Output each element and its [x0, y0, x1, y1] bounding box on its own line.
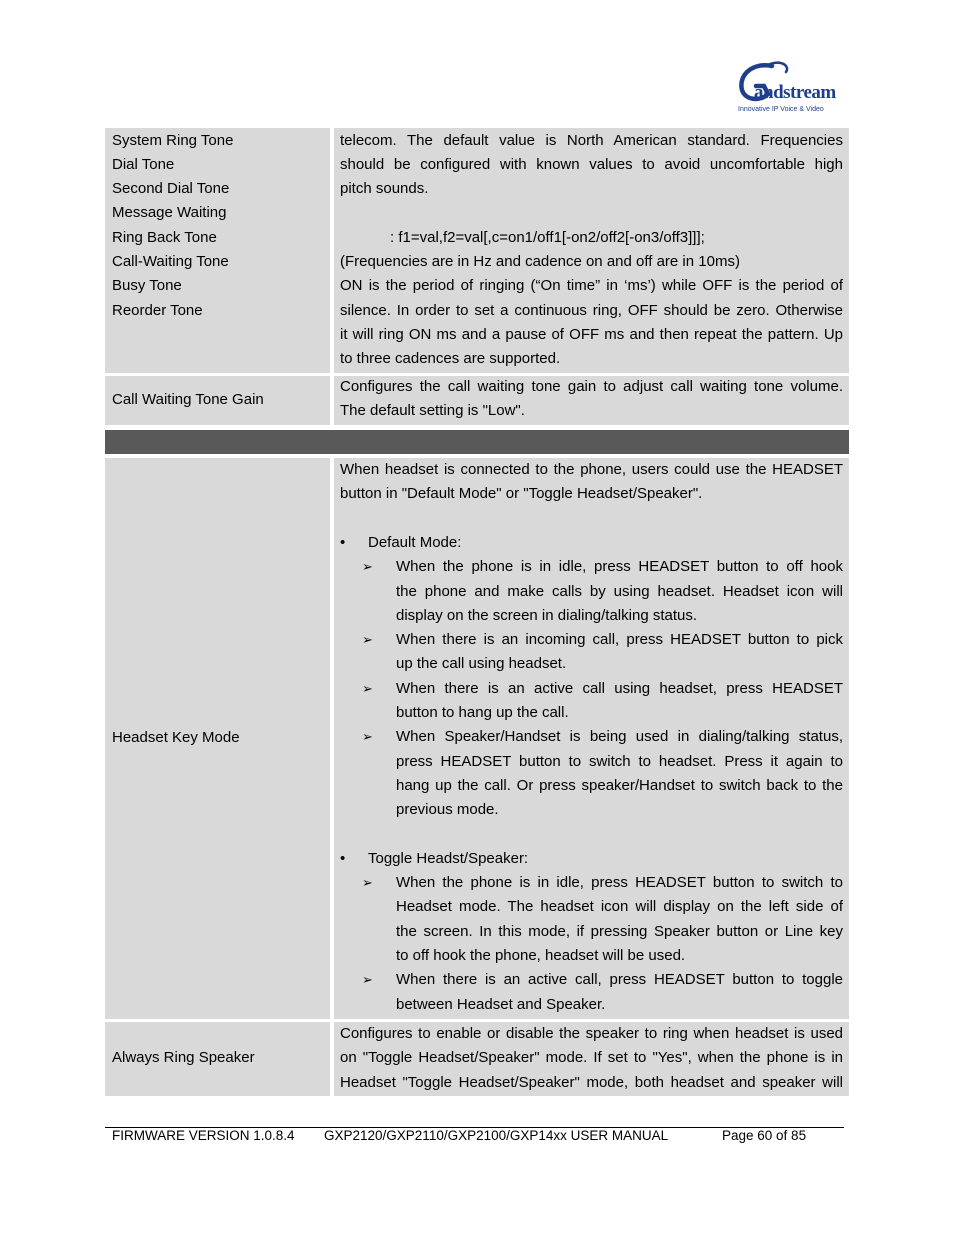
headset-desc-cell — [334, 458, 849, 1019]
gain-label-cell — [105, 376, 330, 425]
table-row-always-ring-speaker — [105, 1022, 849, 1096]
headset-item-line: display on the screen in dialing/talking status. — [396, 606, 698, 624]
tone-label: Second Dial Tone — [112, 180, 230, 198]
headset-item-line: up the call using headset. — [396, 655, 567, 673]
bullet-icon: • — [340, 533, 346, 551]
headset-item-line: hang up the call. Or press speaker/Handset to switch back to the — [396, 776, 843, 794]
headset-item-line: When there is an active call using headset, press HEADSET — [396, 679, 843, 697]
arrow-bullet-icon: ➢ — [362, 972, 373, 988]
headset-item-line: the screen. In this mode, if pressing Speaker button or Line key — [396, 922, 843, 940]
tone-desc-line: telecom. The default value is North American standard. Frequencies — [340, 131, 843, 149]
tone-label: Dial Tone — [112, 155, 175, 173]
headset-item-line: When there is an active call, press HEADSET button to toggle — [396, 971, 843, 989]
ring-desc-line: Headset "Toggle Headset/Speaker" mode, both headset and speaker will — [340, 1073, 843, 1091]
ring-desc-line: Configures to enable or disable the speaker to ring when headset is used — [340, 1025, 843, 1042]
ring-desc-line: on "Toggle Headset/Speaker" mode. If set to "Yes", when the phone is in — [340, 1049, 843, 1067]
headset-item-line: When Speaker/Handset is being used in dialing/talking status, — [396, 728, 843, 746]
headset-mode-title: Default Mode: — [368, 533, 462, 551]
tone-label: Call-Waiting Tone — [112, 253, 229, 270]
tone-label: Reorder Tone — [112, 301, 203, 319]
ring-desc-cell — [334, 1022, 849, 1096]
grandstream-logo — [734, 60, 838, 118]
headset-label-cell — [105, 458, 330, 1019]
tone-label: Message Waiting — [112, 204, 227, 222]
headset-item-line: to off hook the phone, headset will be used. — [396, 947, 686, 964]
headset-intro-line: button in "Default Mode" or "Toggle Headset/Speaker". — [340, 485, 703, 503]
section-header-bar — [105, 430, 849, 454]
tone-desc-line: it will ring ON ms and a pause of OFF ms and then repeat the pattern. Up — [340, 325, 843, 343]
arrow-bullet-icon: ➢ — [362, 875, 373, 891]
headset-item-line: the phone and make calls by using headset. Headset icon will — [396, 582, 843, 600]
tone-desc-line: ON is the period of ringing (“On time” in ‘ms’) while OFF is the period of — [340, 277, 843, 295]
headset-item-line: When the phone is in idle, press HEADSET button to off hook — [396, 558, 843, 576]
gain-desc-line: The default setting is "Low". — [340, 402, 525, 420]
footer-page-number: Page 60 of 85 — [722, 1128, 807, 1143]
table-row-tones — [105, 128, 849, 373]
bullet-icon: • — [340, 849, 346, 867]
table-row-headset-key-mode — [105, 458, 849, 1019]
headset-label: Headset Key Mode — [112, 729, 240, 746]
arrow-bullet-icon: ➢ — [362, 729, 373, 745]
tone-label: Ring Back Tone — [112, 228, 217, 246]
gain-desc-line: Configures the call waiting tone gain to adjust call waiting tone volume. — [340, 378, 843, 395]
ring-label: Always Ring Speaker — [112, 1049, 255, 1066]
headset-item-line: between Headset and Speaker. — [396, 995, 606, 1013]
headset-item-line: previous mode. — [396, 801, 499, 819]
headset-item-line: press HEADSET button to switch to headset. Press it again to — [396, 752, 843, 770]
tone-label: Busy Tone — [112, 277, 182, 295]
tone-label: System Ring Tone — [112, 131, 234, 149]
tone-desc-line: to three cadences are supported. — [340, 350, 561, 368]
headset-mode-title: Toggle Headst/Speaker: — [368, 849, 529, 867]
headset-item-line: When there is an incoming call, press HEADSET button to pick — [396, 631, 843, 649]
tone-desc-line: (Frequencies are in Hz and cadence on and off are in 10ms) — [340, 253, 740, 270]
headset-intro-line: When headset is connected to the phone, users could use the HEADSET — [340, 461, 843, 478]
table-row-call-waiting-gain — [105, 376, 849, 425]
tone-desc-line: : f1=val,f2=val[,c=on1/off1[-on2/off2[-on3/off3]]]; — [390, 228, 705, 246]
logo-tagline: Innovative IP Voice & Video — [738, 106, 824, 113]
arrow-bullet-icon: ➢ — [362, 632, 373, 648]
logo-wordmark: andstream — [754, 82, 836, 103]
tone-desc-line: pitch sounds. — [340, 180, 429, 198]
footer-manual-title: GXP2120/GXP2110/GXP2100/GXP14xx USER MANUAL — [324, 1128, 669, 1143]
tone-desc-line: should be configured with known values to avoid uncomfortable high — [340, 155, 843, 173]
arrow-bullet-icon: ➢ — [362, 559, 373, 575]
headset-item-line: When the phone is in idle, press HEADSET button to switch to — [396, 874, 843, 892]
footer-firmware: FIRMWARE VERSION 1.0.8.4 — [112, 1128, 295, 1143]
tone-labels-cell — [105, 128, 330, 373]
tone-desc-line: silence. In order to set a continuous ring, OFF should be zero. Otherwise — [340, 301, 843, 319]
gain-desc-cell — [334, 376, 849, 425]
tone-desc-cell — [334, 128, 849, 373]
arrow-bullet-icon: ➢ — [362, 680, 373, 696]
ring-label-cell — [105, 1022, 330, 1096]
headset-item-line: Headset mode. The headset icon will display on the left side of — [396, 898, 843, 916]
gain-label: Call Waiting Tone Gain — [112, 391, 264, 408]
headset-item-line: button to hang up the call. — [396, 704, 569, 721]
